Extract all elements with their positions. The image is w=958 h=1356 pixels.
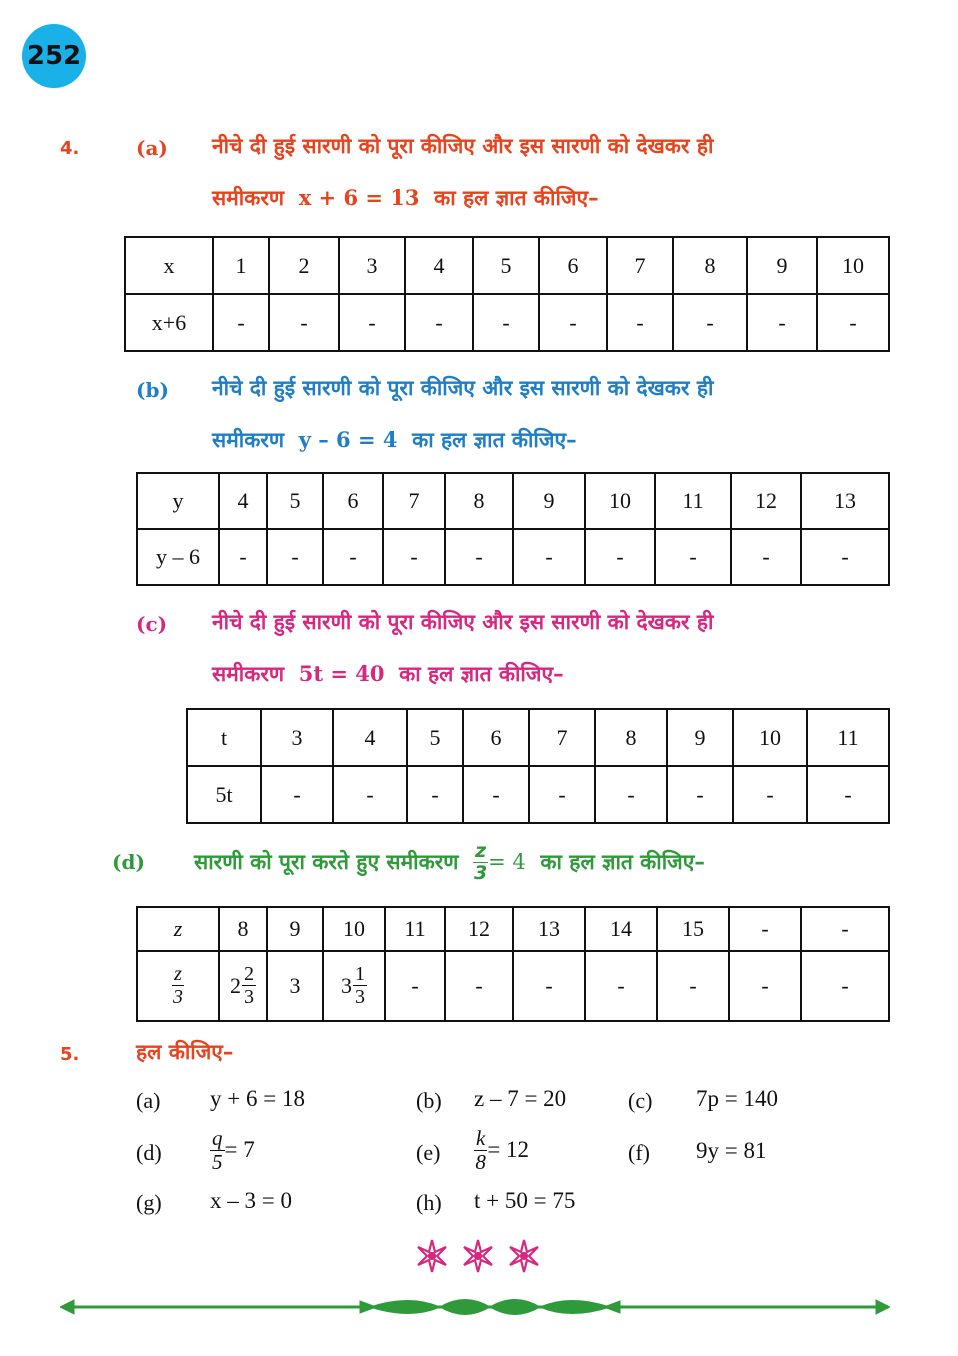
part-d-equation-fraction xyxy=(473,839,488,884)
table-cell: - xyxy=(385,951,445,1021)
table-cell: - xyxy=(731,529,801,585)
part-d-equation-rhs: = 4 xyxy=(488,850,526,874)
exercise-d-rhs: = 7 xyxy=(224,1137,255,1162)
fraction-numerator: k xyxy=(476,1125,486,1150)
table-cell: 8 xyxy=(445,473,513,529)
table-cell: 1 xyxy=(213,237,269,294)
table-cell: - xyxy=(729,907,801,951)
part-b-suffix: का हल ज्ञात कीजिए– xyxy=(412,428,577,452)
exercise-f-equation: 9y = 81 xyxy=(696,1138,767,1163)
table-cell: - xyxy=(513,951,585,1021)
part-d-suffix: का हल ज्ञात कीजिए– xyxy=(540,850,705,874)
table-cell: 7 xyxy=(607,237,673,294)
fraction-denominator: 3 xyxy=(355,986,365,1009)
table-b xyxy=(136,472,890,586)
table-cell: 5 xyxy=(473,237,539,294)
mixed-whole: 3 xyxy=(341,972,352,998)
part-a-suffix: का हल ज्ञात कीजिए– xyxy=(434,186,599,210)
fraction-denominator: 3 xyxy=(172,986,183,1009)
table-b-row-values xyxy=(137,473,889,529)
table-cell: 5 xyxy=(407,709,463,766)
table-cell: - xyxy=(445,529,513,585)
table-cell: 4 xyxy=(405,237,473,294)
exercise-f-label: (f) xyxy=(628,1140,650,1165)
part-b-instruction-line1: नीचे दी हुई सारणी को पूरा कीजिए और इस सारणी को देखकर ही xyxy=(212,376,714,400)
page-number: 252 xyxy=(26,41,82,71)
table-cell: 12 xyxy=(445,907,513,951)
table-cell: 3 xyxy=(339,237,405,294)
table-a-row-values xyxy=(125,237,889,294)
table-c-row-values xyxy=(187,709,889,766)
exercise-a-label: (a) xyxy=(136,1088,161,1113)
exercise-e-fraction xyxy=(474,1125,487,1174)
table-cell: - xyxy=(213,294,269,351)
fraction-numerator: z xyxy=(174,963,182,986)
page-number-badge xyxy=(22,24,86,88)
table-cell: - xyxy=(657,951,729,1021)
table-c xyxy=(186,708,890,824)
exercise-e-equation xyxy=(474,1122,529,1178)
table-cell: 10 xyxy=(733,709,807,766)
exercise-d-fraction xyxy=(210,1125,225,1174)
table-cell: - xyxy=(513,529,585,585)
table-cell: - xyxy=(383,529,445,585)
table-cell: y xyxy=(137,473,219,529)
table-cell: x+6 xyxy=(125,294,213,351)
table-cell: 6 xyxy=(463,709,529,766)
table-cell: 7 xyxy=(529,709,595,766)
table-cell: 5 xyxy=(267,473,323,529)
mixed-fraction xyxy=(242,964,256,1007)
table-cell: - xyxy=(323,529,383,585)
table-cell: - xyxy=(407,766,463,823)
table-cell: - xyxy=(269,294,339,351)
fraction-denominator: 8 xyxy=(475,1149,486,1174)
table-cell: 9 xyxy=(267,907,323,951)
table-cell: 9 xyxy=(667,709,733,766)
table-cell: - xyxy=(729,951,801,1021)
table-cell: - xyxy=(733,766,807,823)
table-cell: 14 xyxy=(585,907,657,951)
table-cell: 2 xyxy=(269,237,339,294)
table-cell: - xyxy=(529,766,595,823)
table-cell: - xyxy=(463,766,529,823)
question-5-title: हल कीजिए– xyxy=(136,1040,234,1064)
table-cell: 7 xyxy=(383,473,445,529)
fraction-denominator: 3 xyxy=(244,986,254,1009)
table-cell: 8 xyxy=(673,237,747,294)
table-cell xyxy=(323,951,385,1021)
table-cell: x xyxy=(125,237,213,294)
exercise-e-rhs: = 12 xyxy=(487,1137,530,1162)
table-d-row-values xyxy=(137,907,889,951)
flower-star-icon xyxy=(464,1240,492,1272)
table-cell: 8 xyxy=(219,907,267,951)
table-cell: - xyxy=(655,529,731,585)
table-cell: 9 xyxy=(513,473,585,529)
table-cell: - xyxy=(801,907,889,951)
part-c-instruction-line1: नीचे दी हुई सारणी को पूरा कीजिए और इस सारणी को देखकर ही xyxy=(212,610,714,634)
part-c-instruction-line2 xyxy=(212,660,564,688)
fraction-numerator: q xyxy=(212,1125,223,1150)
exercise-b-label: (b) xyxy=(416,1088,442,1113)
table-cell: 13 xyxy=(801,473,889,529)
exercise-h-label: (h) xyxy=(416,1190,442,1215)
table-cell: 10 xyxy=(323,907,385,951)
table-cell: - xyxy=(607,294,673,351)
table-a xyxy=(124,236,890,352)
part-b-equation: y – 6 = 4 xyxy=(298,427,398,452)
part-b-instruction-line2 xyxy=(212,426,577,454)
exercise-c-label: (c) xyxy=(628,1088,653,1113)
part-a-instruction-line2 xyxy=(212,184,599,212)
table-cell: - xyxy=(539,294,607,351)
table-cell: - xyxy=(261,766,333,823)
table-cell: t xyxy=(187,709,261,766)
table-d-head-fraction xyxy=(172,964,184,1007)
table-cell: - xyxy=(817,294,889,351)
table-a-row-results xyxy=(125,294,889,351)
table-cell: 3 xyxy=(267,951,323,1021)
exercise-g-equation: x – 3 = 0 xyxy=(210,1188,292,1213)
table-cell: 9 xyxy=(747,237,817,294)
exercise-e-label: (e) xyxy=(416,1140,441,1165)
part-c-prefix: समीकरण xyxy=(212,662,285,686)
table-cell: - xyxy=(807,766,889,823)
exercise-c-equation: 7p = 140 xyxy=(696,1086,778,1111)
table-cell: - xyxy=(595,766,667,823)
mixed-fraction xyxy=(353,964,367,1007)
fraction-numerator: 2 xyxy=(244,963,254,986)
table-cell: z xyxy=(137,907,219,951)
exercise-d-label: (d) xyxy=(136,1140,162,1165)
table-cell: 15 xyxy=(657,907,729,951)
exercise-g-label: (g) xyxy=(136,1190,162,1215)
flower-star-icon xyxy=(510,1240,538,1272)
exercise-d-equation xyxy=(210,1122,255,1178)
table-cell: 4 xyxy=(219,473,267,529)
exercise-b-equation: z – 7 = 20 xyxy=(474,1086,567,1111)
table-cell: 13 xyxy=(513,907,585,951)
part-c-equation: 5t = 40 xyxy=(298,661,385,686)
table-cell: - xyxy=(801,951,889,1021)
mixed-number xyxy=(341,964,367,1007)
table-cell: - xyxy=(673,294,747,351)
table-cell xyxy=(219,951,267,1021)
part-b-label: (b) xyxy=(136,378,169,402)
exercise-a-equation: y + 6 = 18 xyxy=(210,1086,305,1111)
table-cell: - xyxy=(219,529,267,585)
table-cell: 11 xyxy=(385,907,445,951)
table-cell: 11 xyxy=(655,473,731,529)
exercise-h-equation: t + 50 = 75 xyxy=(474,1188,576,1213)
fraction-numerator: z xyxy=(475,839,487,862)
table-cell xyxy=(137,951,219,1021)
fraction-denominator: 3 xyxy=(474,861,488,884)
part-a-instruction-line1: नीचे दी हुई सारणी को पूरा कीजिए और इस सारणी को देखकर ही xyxy=(212,134,714,158)
table-cell: - xyxy=(747,294,817,351)
table-cell: - xyxy=(339,294,405,351)
part-b-prefix: समीकरण xyxy=(212,428,285,452)
table-cell: 6 xyxy=(323,473,383,529)
table-cell: y – 6 xyxy=(137,529,219,585)
table-cell: 12 xyxy=(731,473,801,529)
table-cell: - xyxy=(473,294,539,351)
fraction-denominator: 5 xyxy=(212,1149,223,1174)
vine-border xyxy=(60,1290,890,1324)
part-a-label: (a) xyxy=(136,136,168,160)
table-cell: - xyxy=(333,766,407,823)
part-d-label: (d) xyxy=(112,850,145,874)
table-cell: 6 xyxy=(539,237,607,294)
part-a-prefix: समीकरण xyxy=(212,186,285,210)
table-cell: - xyxy=(667,766,733,823)
table-d-row-results xyxy=(137,951,889,1021)
table-d xyxy=(136,906,890,1022)
table-cell: 10 xyxy=(585,473,655,529)
table-cell: 10 xyxy=(817,237,889,294)
table-cell: 3 xyxy=(261,709,333,766)
part-d-prefix: सारणी को पूरा करते हुए समीकरण xyxy=(194,850,459,874)
part-d-instruction xyxy=(194,836,705,888)
table-cell: - xyxy=(585,951,657,1021)
table-cell: 4 xyxy=(333,709,407,766)
part-c-suffix: का हल ज्ञात कीजिए– xyxy=(399,662,564,686)
mixed-number xyxy=(230,964,256,1007)
fraction-numerator: 1 xyxy=(355,963,365,986)
table-c-row-results xyxy=(187,766,889,823)
question-5-number: 5. xyxy=(60,1044,80,1065)
part-a-equation: x + 6 = 13 xyxy=(298,185,420,210)
table-cell: 11 xyxy=(807,709,889,766)
table-cell: - xyxy=(801,529,889,585)
table-cell: - xyxy=(405,294,473,351)
mixed-whole: 2 xyxy=(230,972,241,998)
table-cell: 8 xyxy=(595,709,667,766)
table-cell: - xyxy=(445,951,513,1021)
question-4-number: 4. xyxy=(60,138,80,159)
table-b-row-results xyxy=(137,529,889,585)
table-cell: 5t xyxy=(187,766,261,823)
table-cell: - xyxy=(267,529,323,585)
part-c-label: (c) xyxy=(136,612,168,636)
decorative-stars xyxy=(410,1236,550,1276)
table-cell: - xyxy=(585,529,655,585)
flower-star-icon xyxy=(418,1240,446,1272)
